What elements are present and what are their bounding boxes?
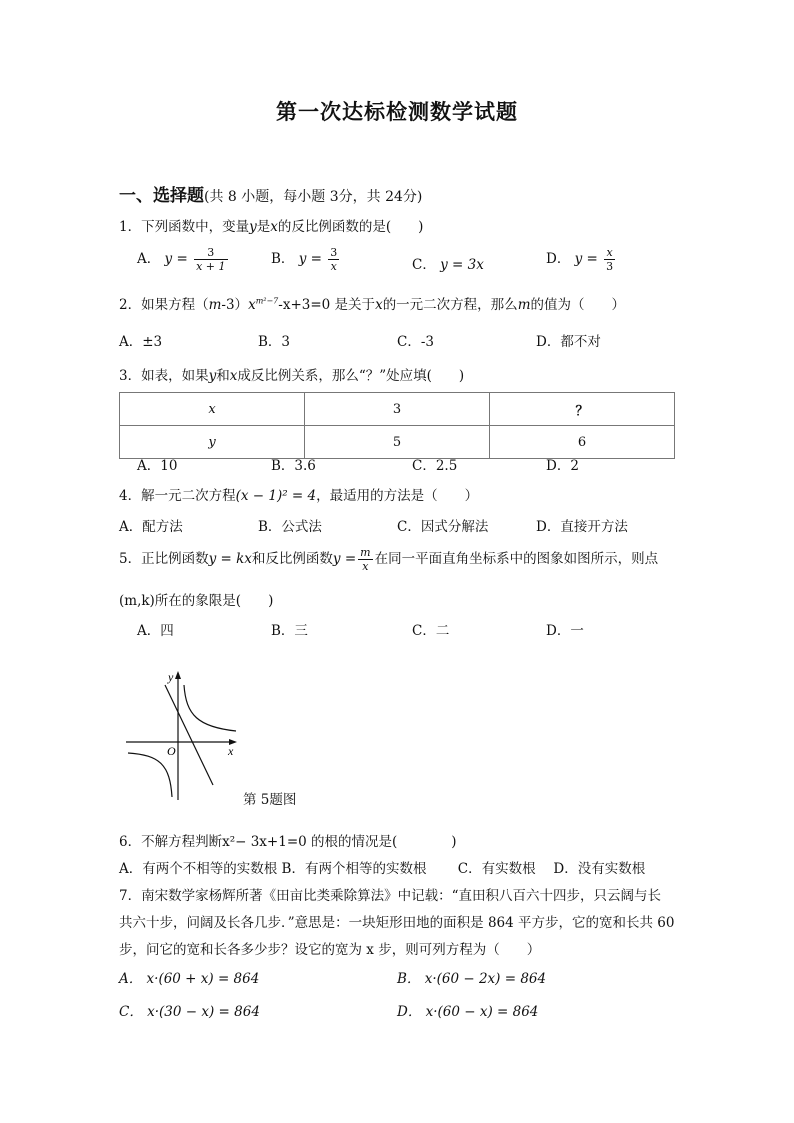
q1-option-b <box>271 246 341 273</box>
q2-var-x2: x <box>375 297 383 313</box>
q1-option-a <box>137 246 230 273</box>
q1-c-expr: y = 3x <box>440 257 484 273</box>
table-cell: 5 <box>305 426 490 459</box>
q1-text-b: 是 <box>256 219 271 235</box>
q1-a-den: x + 1 <box>196 260 226 273</box>
q5-num: m <box>360 546 371 559</box>
q1-option-d <box>546 246 617 273</box>
q1-c-label: C． <box>412 257 436 273</box>
q1-b-label: B． <box>271 251 295 267</box>
q4-text-a: 4．解一元二次方程 <box>119 488 236 504</box>
table-row <box>120 393 675 426</box>
section-title: 一、选择题 <box>119 186 204 206</box>
q5-fraction <box>358 546 372 573</box>
q3-option-b: B．3.6 <box>271 458 316 474</box>
q3-text-a: 3．如表，如果 <box>119 368 209 384</box>
q5-text-a: 5．正比例函数 <box>119 551 209 567</box>
q2-text-b: -3） <box>221 297 249 313</box>
table-cell: 3 <box>305 393 490 426</box>
q2-var-m2: m <box>517 297 531 313</box>
q3-var-x: x <box>229 368 238 384</box>
q3-text-c: 成反比例关系，那么“？”处应填( ) <box>237 368 465 384</box>
q1-d-num: x <box>604 246 615 260</box>
q3-var-y: y <box>208 368 217 384</box>
q1-var-y: y <box>249 219 257 235</box>
q5-option-a: A．四 <box>137 623 174 639</box>
q1-d-den: 3 <box>606 260 614 273</box>
table-cell: ？ <box>490 393 675 426</box>
q4-text-b: ，最适用的方法是（ ） <box>316 488 479 504</box>
q5-line-2: (m,k)所在的象限是( ) <box>119 593 274 609</box>
q1-text-c: 的反比例函数的是( ) <box>277 219 424 235</box>
q3-table <box>119 392 675 459</box>
q1-a-lhs: y = <box>164 251 188 267</box>
q4-option-a: A．配方法 <box>119 519 183 535</box>
question-7-line-3: 步，问它的宽和长各多少步？设它的宽为 x 步，则可列方程为（ ） <box>119 942 541 958</box>
hyperbola-branch-q3 <box>128 753 172 797</box>
table-cell: x <box>120 393 305 426</box>
q7-option-d: D． x·(60 − x) = 864 <box>397 1004 539 1020</box>
q7-option-c: C． x·(30 − x) = 864 <box>119 1004 260 1020</box>
question-1-stem <box>119 215 423 235</box>
q5-figure <box>120 665 250 805</box>
q2-var-x: x <box>248 297 256 313</box>
question-6-stem: 6．不解方程判断x²− 3x+1=0 的根的情况是( ) <box>119 834 457 850</box>
q4-option-d: D．直接开方法 <box>536 519 628 535</box>
q3-option-d: D．2 <box>546 458 579 474</box>
section-heading <box>119 181 422 206</box>
q7-option-a: A． x·(60 + x) = 864 <box>119 971 260 987</box>
q1-text-a: 1．下列函数中，变量 <box>119 219 250 235</box>
q1-var-x: x <box>270 219 278 235</box>
q2-text-a: 2．如果方程（ <box>119 297 209 313</box>
q6-options: A．有两个不相等的实数根 B．有两个相等的实数根 C．有实数根 D．没有实数根 <box>119 861 646 877</box>
q4-option-c: C．因式分解法 <box>397 519 489 535</box>
line-y-kx <box>165 685 213 785</box>
q2-option-b: B．3 <box>258 334 291 350</box>
q5-text-b: 和反比例函数 <box>251 551 333 567</box>
question-3-stem <box>119 364 464 384</box>
q5-equation-1: y = kx <box>208 551 252 567</box>
q1-a-fraction <box>194 246 227 273</box>
q1-a-num: 3 <box>194 246 227 260</box>
q2-text-d: 的一元二次方程，那么 <box>382 297 518 313</box>
table-row <box>120 426 675 459</box>
q5-figure-caption: 第 5题图 <box>243 792 297 808</box>
question-4-stem <box>119 484 478 504</box>
q1-option-c <box>412 253 484 273</box>
q2-option-c: C．-3 <box>397 334 434 350</box>
question-2-stem <box>119 293 625 313</box>
q7-option-b: B． x·(60 − 2x) = 864 <box>397 971 547 987</box>
x-axis-label: x <box>228 744 234 758</box>
q1-b-den: x <box>330 260 337 273</box>
q2-text-e: 的值为（ ） <box>530 297 625 313</box>
question-5-stem <box>119 546 658 573</box>
question-7-line-2: 共六十步，问阔及长各几步．”意思是：一块矩形田地的面积是 864 平方步，它的宽和长共 60 <box>119 915 675 931</box>
q4-equation: (x − 1)² = 4 <box>235 488 317 504</box>
y-axis-label: y <box>168 670 174 684</box>
q5-option-b: B．三 <box>271 623 308 639</box>
q3-option-c: C．2.5 <box>412 458 458 474</box>
q5-lhs: y = <box>332 551 357 567</box>
q3-option-a: A．10 <box>137 458 178 474</box>
q1-d-fraction <box>604 246 615 273</box>
origin-label: O <box>167 744 176 758</box>
q1-b-num: 3 <box>330 246 338 259</box>
q4-option-b: B．公式法 <box>258 519 322 535</box>
q5-option-c: C．二 <box>412 623 450 639</box>
q1-b-fraction <box>328 246 339 273</box>
q1-d-lhs: y = <box>574 251 598 267</box>
q5-text-c: 在同一平面直角坐标系中的图象如图所示，则点 <box>374 551 659 567</box>
page-title: 第一次达标检测数学试题 <box>276 99 518 124</box>
q5-option-d: D．一 <box>546 623 584 639</box>
q2-text-c: -x+3=0 是关于 <box>278 297 376 313</box>
q1-b-lhs: y = <box>298 251 322 267</box>
question-7-line-1: 7．南宋数学家杨辉所著《田亩比类乘除算法》中记载：“直田积八百六十四步，只云阔与长 <box>119 888 661 904</box>
q2-option-d: D．都不对 <box>536 334 601 350</box>
q2-exponent: m²−7 <box>255 296 279 306</box>
table-cell: 6 <box>490 426 675 459</box>
table-cell: y <box>120 426 305 459</box>
hyperbola-branch-q1 <box>184 685 236 731</box>
q5-den: x <box>362 560 369 573</box>
section-note: (共 8 小题，每小题 3分，共 24分) <box>204 189 423 205</box>
q2-option-a: A．±3 <box>119 334 163 350</box>
q1-a-label: A． <box>137 251 161 267</box>
y-axis-arrow <box>175 671 181 679</box>
q1-d-label: D． <box>546 251 571 267</box>
q2-var-m: m <box>208 297 222 313</box>
q3-text-b: 和 <box>216 368 230 384</box>
